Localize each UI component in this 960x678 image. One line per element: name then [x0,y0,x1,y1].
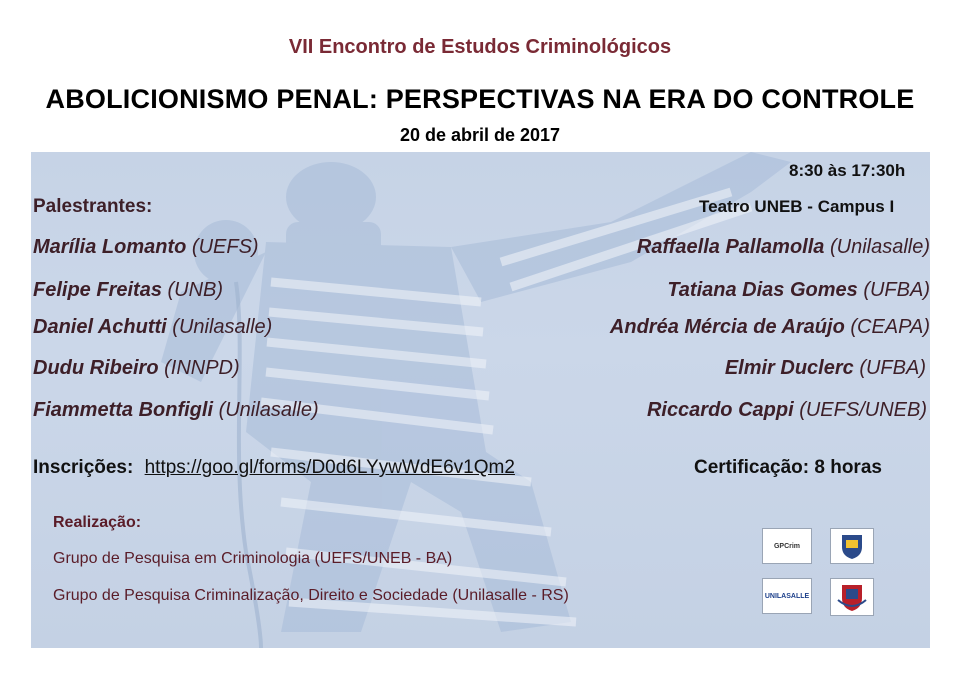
poster-panel [31,152,930,648]
speaker-right-1: Raffaella Pallamolla (Unilasalle) [636,236,930,258]
speaker-right-5: Riccardo Cappi (UEFS/UNEB) [646,399,927,421]
event-time: 8:30 às 17:30h [789,161,906,180]
speaker-left-5: Fiammetta Bonfigli (Unilasalle) [33,399,319,421]
speakers-label: Palestrantes: [33,196,153,217]
speaker-left-4: Dudu Ribeiro (INNPD) [33,357,240,379]
registration [33,457,515,479]
speaker-left-3: Daniel Achutti (Unilasalle) [33,316,273,338]
unilasalle-logo: UNILASALLE [762,578,812,614]
gpcrim-logo: GPCrim [762,528,812,564]
certificate-hours: Certificação: 8 horas [694,457,882,478]
organizers-label: Realização: [53,514,142,531]
uefs-crest-icon [830,528,874,564]
speaker-left-1: Marília Lomanto (UEFS) [33,236,259,258]
speaker-left-2: Felipe Freitas (UNB) [33,279,224,301]
registration-link[interactable]: https://goo.gl/forms/D0d6LYywWdE6v1Qm2 [144,457,515,478]
poster-title: ABOLICIONISMO PENAL: PERSPECTIVAS NA ERA DO CONTROLE [45,84,915,114]
uneb-crest-icon [830,578,874,616]
speaker-right-4: Elmir Duclerc (UFBA) [724,357,926,379]
event-date: 20 de abril de 2017 [399,125,561,145]
organizer-group-1: Grupo de Pesquisa em Criminologia (UEFS/UNEB - BA) [53,550,453,567]
organizer-group-2: Grupo de Pesquisa Criminalização, Direito e Sociedade (Unilasalle - RS) [53,587,569,604]
speaker-right-2: Tatiana Dias Gomes (UFBA) [667,279,930,301]
event-name: VII Encontro de Estudos Criminológicos [288,36,672,58]
event-venue: Teatro UNEB - Campus I [699,197,895,216]
registration-label: Inscrições: [33,457,134,478]
speaker-right-3: Andréa Mércia de Araújo (CEAPA) [609,316,930,338]
